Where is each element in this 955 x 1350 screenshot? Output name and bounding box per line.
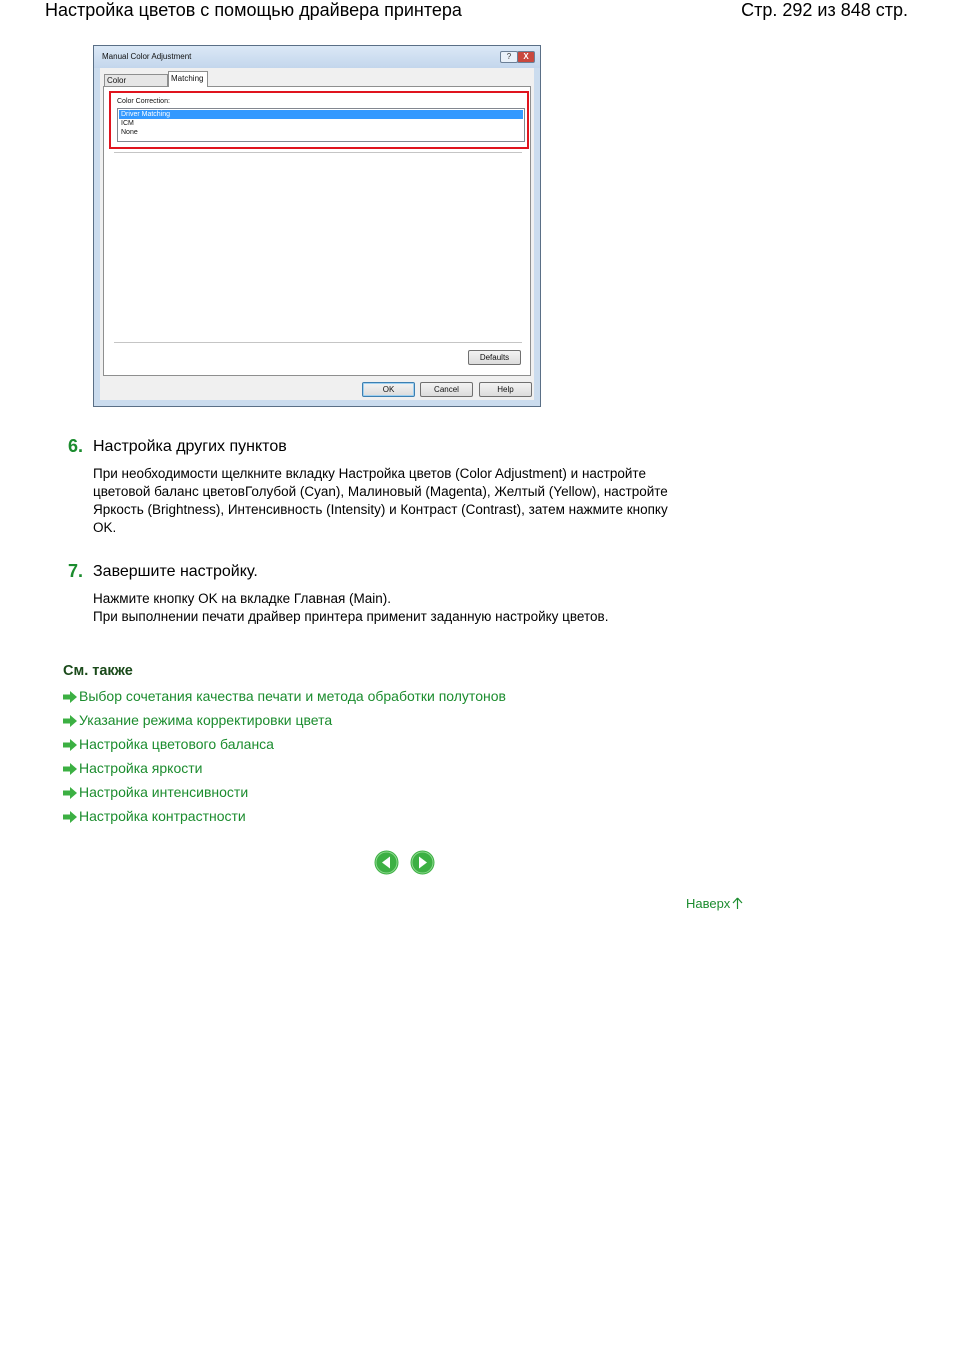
arrow-right-icon	[63, 787, 77, 799]
highlight-frame	[109, 91, 529, 149]
back-to-top-label[interactable]: Наверх	[686, 896, 731, 911]
option-driver-matching[interactable]: Driver Matching	[119, 110, 523, 119]
step-6-title: Настройка других пунктов	[93, 438, 287, 455]
see-also-link-text[interactable]: Указание режима корректировки цвета	[79, 712, 333, 728]
step-6-line: При необходимости щелкните вкладку Настройка цветов (Color Adjustment) и настройте	[93, 466, 646, 481]
separator-top	[114, 152, 522, 156]
page-number: Стр. 292 из 848 стр.	[741, 0, 908, 20]
see-also-heading: См. также	[63, 663, 133, 679]
ok-button[interactable]: OK	[362, 382, 415, 397]
help-button[interactable]: Help	[479, 382, 532, 397]
see-also-link-text[interactable]: Настройка цветового баланса	[79, 736, 274, 752]
arrow-right-icon	[63, 811, 77, 823]
separator-bottom	[114, 342, 522, 346]
color-correction-list[interactable]	[117, 108, 525, 142]
see-also-link-text[interactable]: Настройка контрастности	[79, 808, 246, 824]
tab-color-adjustment[interactable]: Color	[104, 74, 168, 86]
color-correction-label: Color Correction:	[117, 98, 170, 105]
arrow-right-icon	[63, 715, 77, 727]
cancel-button[interactable]: Cancel	[420, 382, 473, 397]
step-6-line: Яркость (Brightness), Интенсивность (Intensity) и Контраст (Contrast), затем нажмите кнопку	[93, 502, 668, 517]
see-also-link-text[interactable]: Выбор сочетания качества печати и метода обработки полутонов	[79, 688, 506, 704]
arrow-right-icon	[63, 739, 77, 751]
manual-color-adjustment-dialog	[93, 45, 541, 407]
previous-page-icon[interactable]	[374, 850, 399, 875]
step-7-title: Завершите настройку.	[93, 563, 258, 580]
step-6-line: цветовой баланс цветовГолубой (Cyan), Малиновый (Magenta), Желтый (Yellow), настройте	[93, 484, 668, 499]
arrow-right-icon	[63, 763, 77, 775]
option-none[interactable]: None	[121, 129, 138, 136]
step-7-body	[93, 590, 723, 626]
back-to-top-link[interactable]	[686, 896, 743, 911]
see-also-link-text[interactable]: Настройка интенсивности	[79, 784, 249, 800]
step-6-body	[93, 465, 723, 537]
arrow-right-icon	[63, 691, 77, 703]
next-page-icon[interactable]	[410, 850, 435, 875]
step-6-number: 6.	[68, 436, 84, 456]
dialog-title: Manual Color Adjustment	[102, 52, 192, 61]
matching-tab-panel	[103, 86, 531, 376]
tab-matching[interactable]: Matching	[168, 71, 208, 87]
dialog-help-icon[interactable]: ?	[500, 51, 518, 63]
see-also-link-text[interactable]: Настройка яркости	[79, 760, 203, 776]
step-6-line: OK.	[93, 520, 117, 535]
dialog-close-icon[interactable]: X	[517, 51, 535, 63]
step-7-line: При выполнении печати драйвер принтера применит заданную настройку цветов.	[93, 609, 609, 624]
dialog-titlebar	[94, 46, 540, 68]
step-7-line: Нажмите кнопку OK на вкладке Главная (Main).	[93, 591, 392, 606]
page-title: Настройка цветов с помощью драйвера принтера	[45, 0, 462, 20]
option-icm[interactable]: ICM	[121, 120, 134, 127]
arrow-up-icon	[732, 897, 743, 910]
dialog-client-area	[100, 68, 534, 400]
step-7-number: 7.	[68, 561, 84, 581]
defaults-button[interactable]: Defaults	[468, 350, 521, 365]
